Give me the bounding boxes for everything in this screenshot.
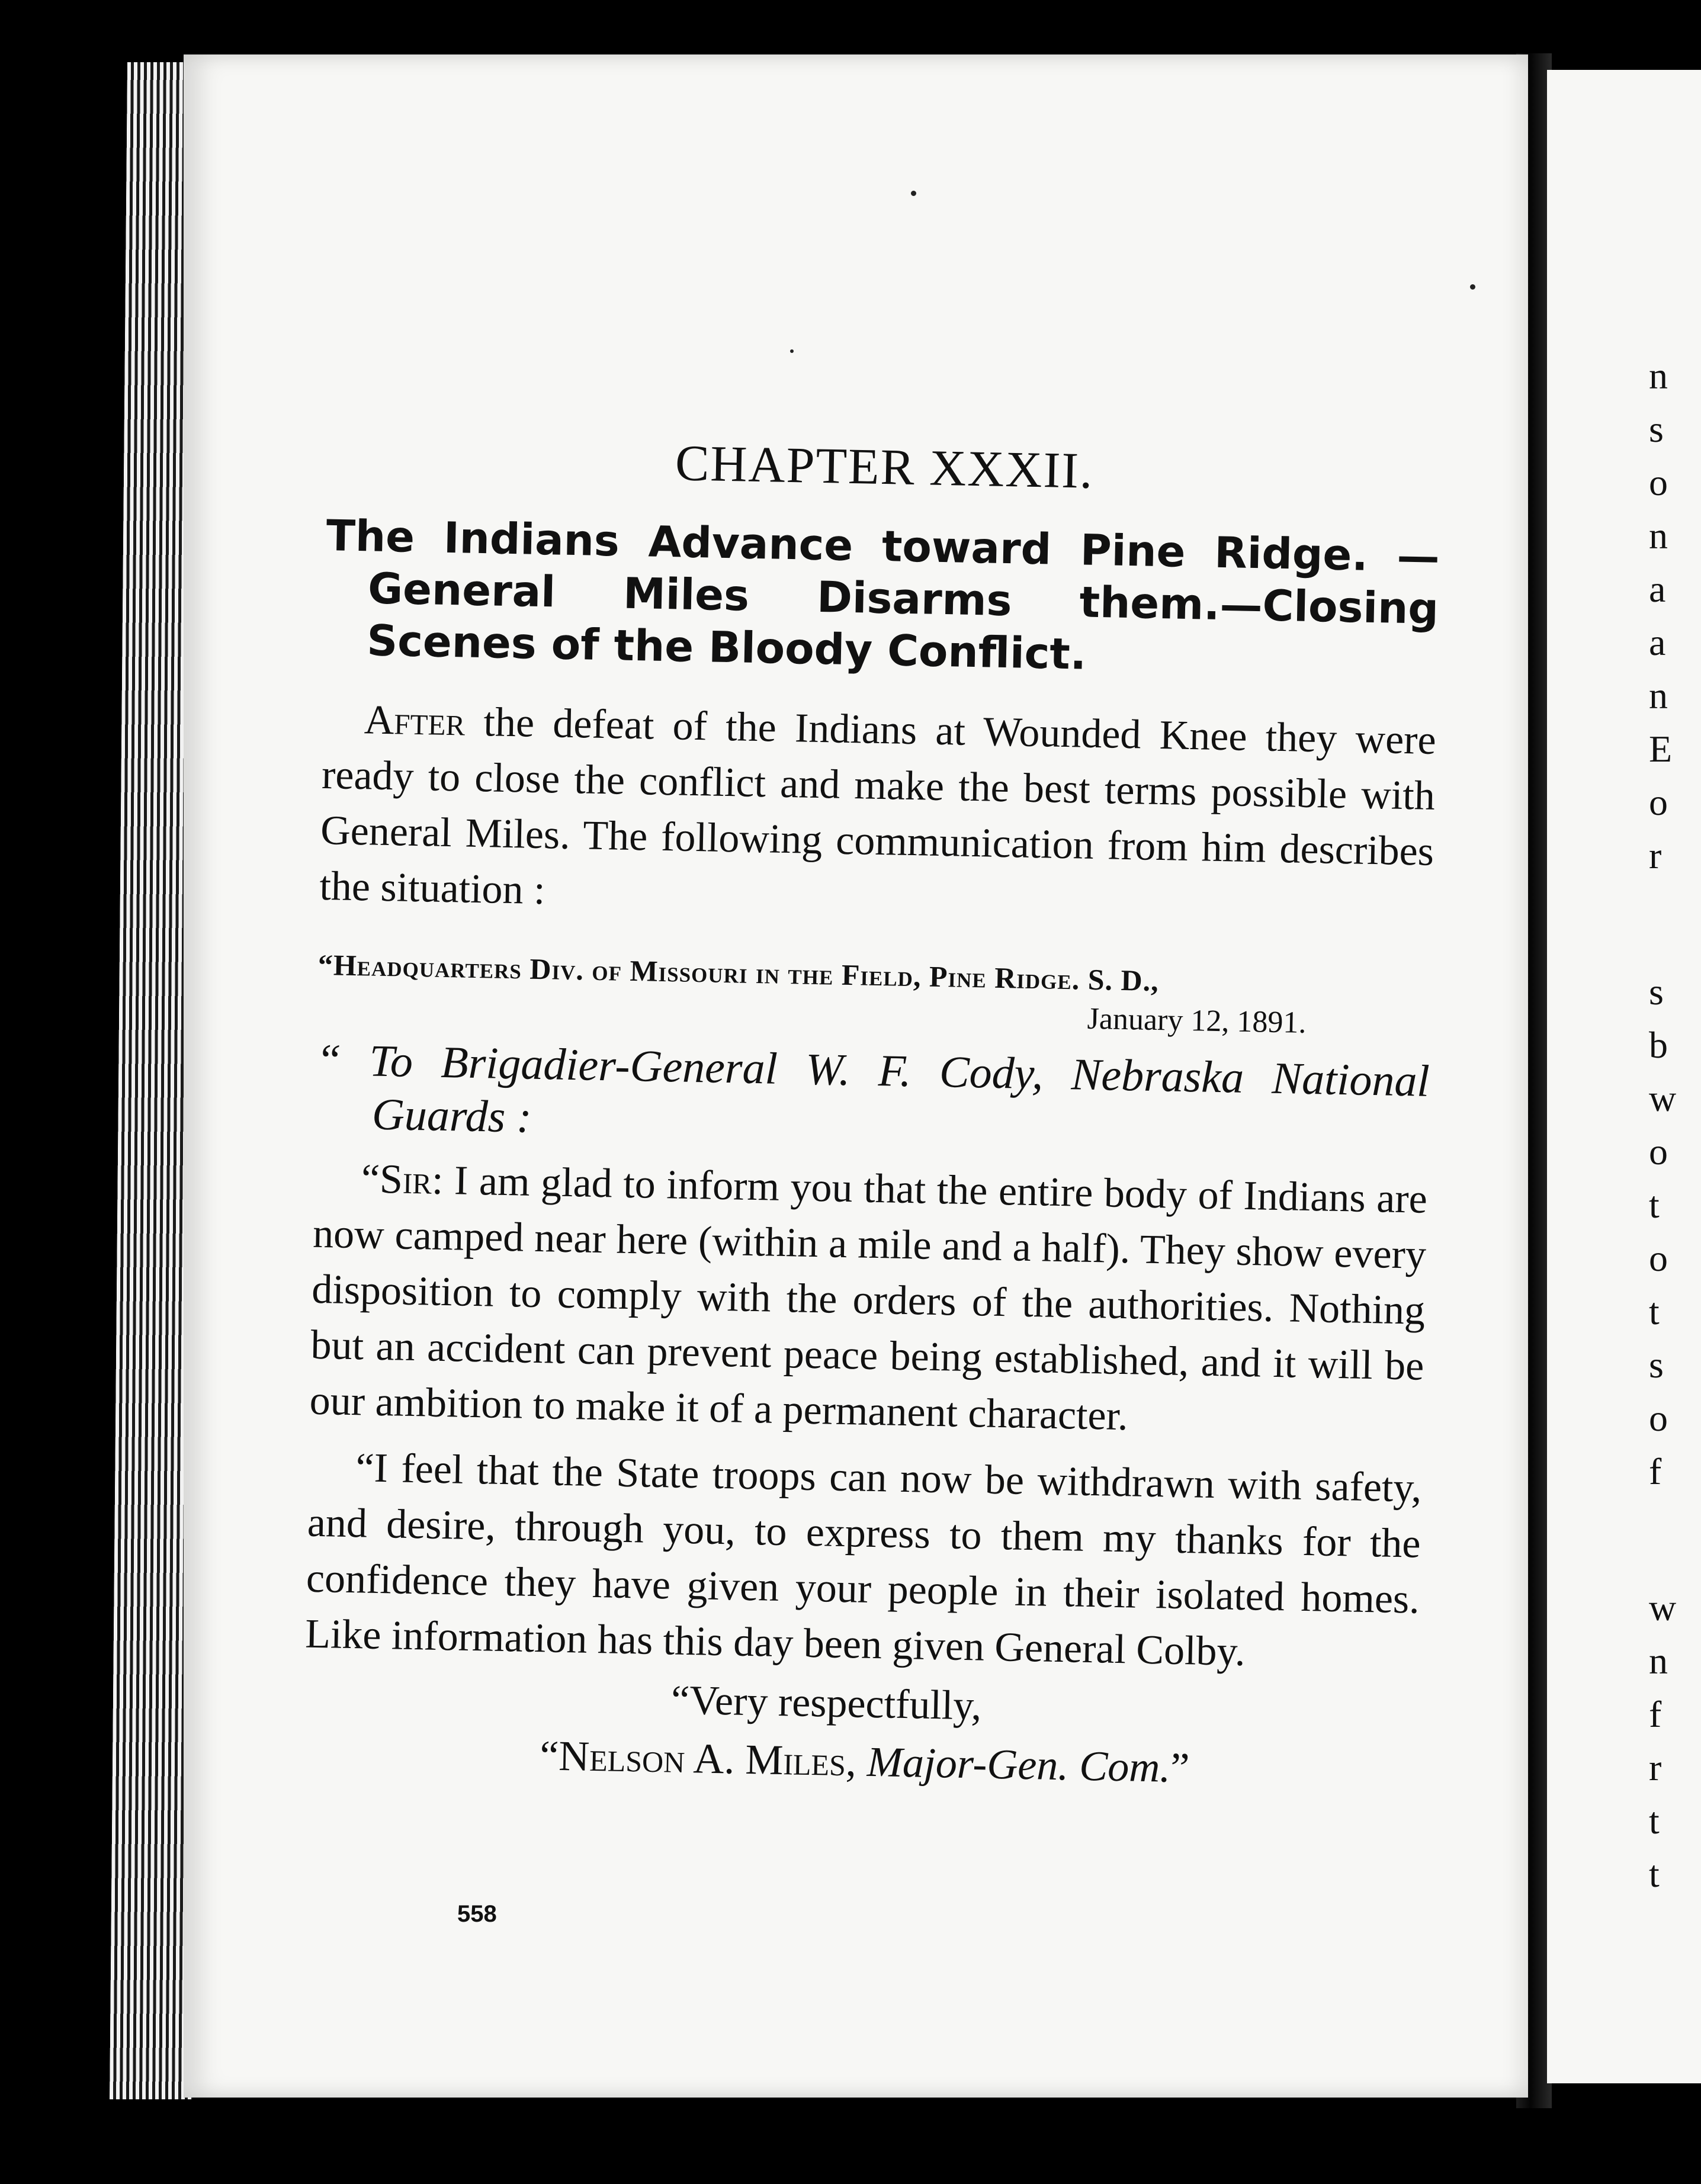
- facing-line: a: [1649, 568, 1666, 610]
- drop-word: After: [364, 697, 466, 745]
- facing-line: n: [1649, 1640, 1668, 1682]
- paper-speck: [790, 349, 794, 353]
- page-number: 558: [457, 1901, 497, 1927]
- signer-title: Major-Gen. Com.: [866, 1737, 1172, 1791]
- letter-closing: “Very respectfully,: [670, 1677, 983, 1729]
- facing-line: s: [1649, 1344, 1664, 1386]
- letter-paragraph: “I feel that the State troops can now be withdrawn with safety, and desire, through you, to express to them my thanks for the confidence they have given your people in their isolated homes. Like information has this day been given General Colby.: [304, 1445, 1423, 1675]
- chapter-title: The Indians Advance toward Pine Ridge. —General Miles Disarms them.—Closing Scenes of the Bloody Conflict.: [326, 510, 1440, 679]
- letter-date: January 12, 1891.: [1087, 1001, 1307, 1040]
- facing-line: t: [1649, 1853, 1660, 1895]
- facing-line: s: [1649, 408, 1664, 450]
- facing-line: E: [1649, 728, 1673, 770]
- facing-line: n: [1649, 675, 1668, 717]
- facing-line: n: [1649, 515, 1668, 557]
- facing-gap: [1649, 882, 1684, 965]
- facing-page-text: [1649, 349, 1684, 1901]
- intro-text: the defeat of the Indians at Wounded Knee they were ready to close the conflict and make the best terms possible with General Miles. The following communication from him describes the situation :: [319, 699, 1437, 914]
- facing-line: o: [1649, 1130, 1668, 1173]
- facing-line: o: [1649, 781, 1668, 823]
- facing-line: b: [1649, 1024, 1668, 1066]
- facing-line: s: [1649, 971, 1664, 1013]
- facing-line: o: [1649, 1397, 1668, 1439]
- paper-speck: [1470, 284, 1475, 290]
- facing-line: r: [1649, 834, 1662, 876]
- letter-paragraph: [309, 1151, 1428, 1450]
- signer-name: “Nelson A. Miles,: [539, 1732, 857, 1785]
- facing-line: w: [1649, 1586, 1677, 1629]
- facing-line: t: [1649, 1800, 1660, 1842]
- chapter-heading: CHAPTER XXXII.: [675, 434, 1095, 499]
- intro-paragraph: [319, 692, 1437, 936]
- facing-line: f: [1649, 1450, 1662, 1492]
- facing-line: r: [1649, 1746, 1662, 1788]
- letter-paragraph-text: : I am glad to inform you that the entire body of Indians are now camped near here (within a mile and a half). They show every disposition to comply with the orders of the authorities. Nothing but an accident can prevent peace being established, and it will be our ambition to make it of a permanent character.: [309, 1157, 1428, 1440]
- facing-line: o: [1649, 461, 1668, 503]
- facing-line: o: [1649, 1237, 1668, 1279]
- facing-line: f: [1649, 1693, 1662, 1735]
- facing-line: a: [1649, 621, 1666, 663]
- facing-line: t: [1649, 1290, 1660, 1332]
- facing-gap: [1649, 1498, 1684, 1581]
- paper-speck: [911, 191, 916, 196]
- facing-line: t: [1649, 1184, 1660, 1226]
- facing-line: w: [1649, 1077, 1677, 1119]
- page-text: [303, 409, 1442, 1802]
- letterhead: “Headquarters Div. of Missouri in the Field, Pine Ridge. S. D.,: [317, 948, 1160, 998]
- closing-quote: ”: [1170, 1743, 1190, 1792]
- letter-address: “ To Brigadier-General W. F. Cody, Nebraska National Guards :: [316, 1035, 1430, 1142]
- facing-line: n: [1649, 355, 1668, 397]
- salutation: “Sir: [361, 1156, 432, 1203]
